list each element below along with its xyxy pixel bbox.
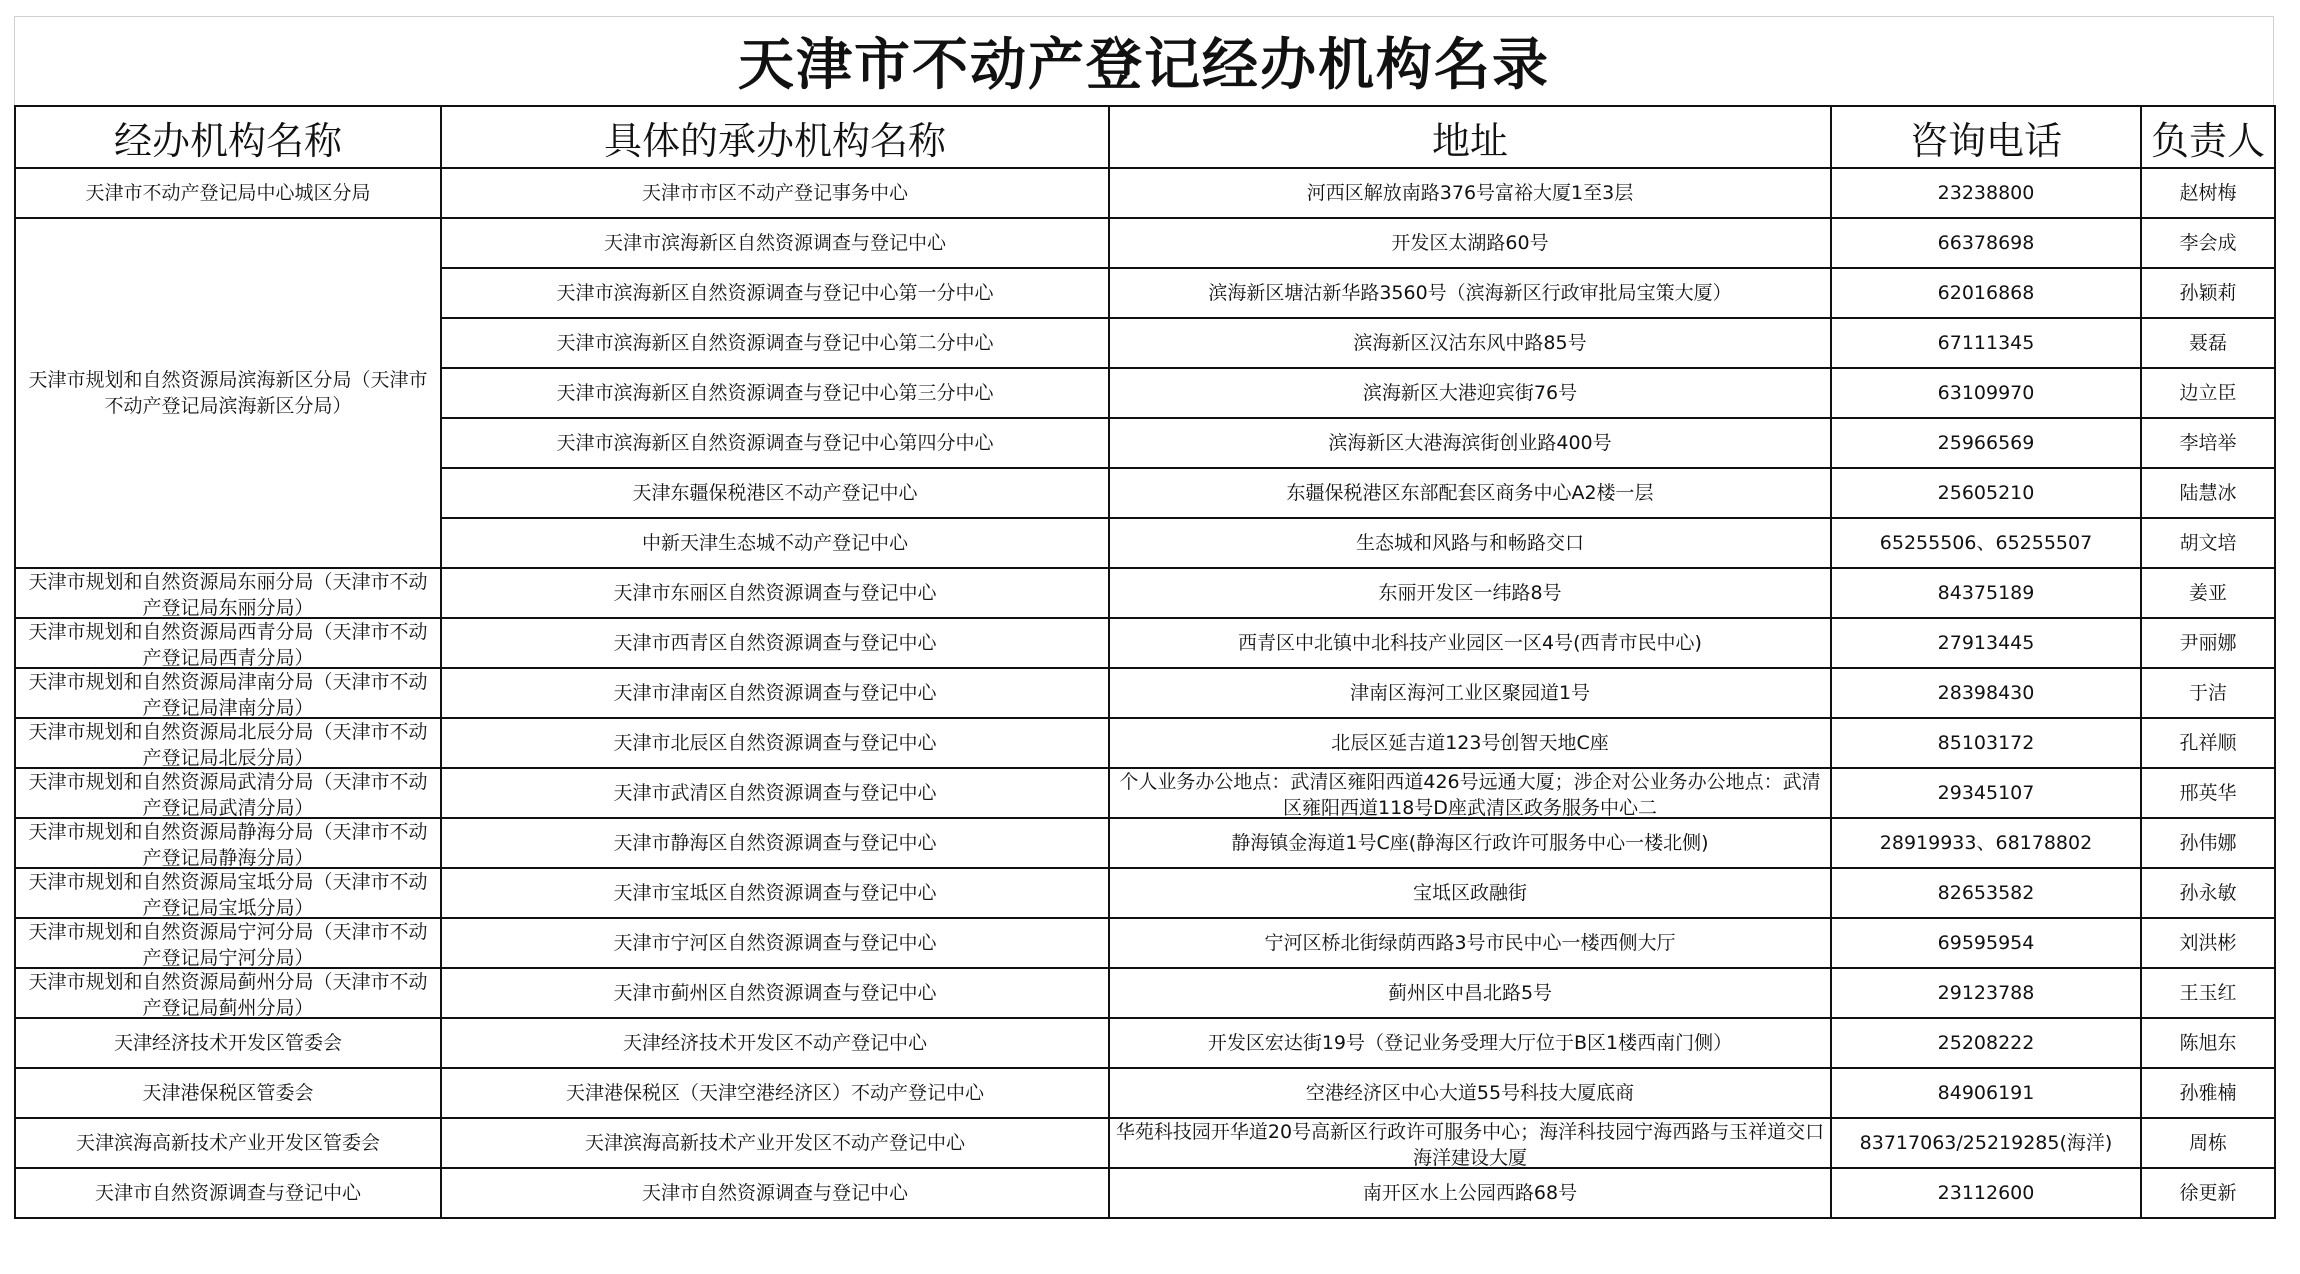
unit-cell: 天津经济技术开发区不动产登记中心 bbox=[441, 1018, 1109, 1068]
org-text: 天津市规划和自然资源局北辰分局（天津市不动产登记局北辰分局） bbox=[28, 721, 428, 767]
header-row bbox=[15, 106, 2275, 168]
phone-cell: 67111345 bbox=[1831, 318, 2141, 368]
org-cell: 天津经济技术开发区管委会 bbox=[15, 1018, 441, 1068]
address-cell: 滨海新区塘沽新华路3560号（滨海新区行政审批局宝策大厦） bbox=[1109, 268, 1831, 318]
org-cell bbox=[15, 718, 441, 768]
address-cell: 蓟州区中昌北路5号 bbox=[1109, 968, 1831, 1018]
table-row bbox=[15, 618, 2275, 668]
unit-cell: 天津东疆保税港区不动产登记中心 bbox=[441, 468, 1109, 518]
person-cell: 姜亚 bbox=[2141, 568, 2275, 618]
org-text: 天津市规划和自然资源局蓟州分局（天津市不动产登记局蓟州分局） bbox=[28, 971, 428, 1017]
table-row bbox=[15, 1118, 2275, 1168]
header-person: 负责人 bbox=[2141, 106, 2275, 168]
org-cell: 天津市不动产登记局中心城区分局 bbox=[15, 168, 441, 218]
header-unit: 具体的承办机构名称 bbox=[441, 106, 1109, 168]
person-cell: 孙颖莉 bbox=[2141, 268, 2275, 318]
address-cell: 生态城和风路与和畅路交口 bbox=[1109, 518, 1831, 568]
table-row bbox=[15, 968, 2275, 1018]
org-cell bbox=[15, 668, 441, 718]
person-cell: 边立臣 bbox=[2141, 368, 2275, 418]
unit-cell: 天津市滨海新区自然资源调查与登记中心 bbox=[441, 218, 1109, 268]
table-row bbox=[15, 718, 2275, 768]
spreadsheet bbox=[14, 16, 2274, 1219]
table-row bbox=[15, 668, 2275, 718]
header-phone: 咨询电话 bbox=[1831, 106, 2141, 168]
unit-cell: 天津市蓟州区自然资源调查与登记中心 bbox=[441, 968, 1109, 1018]
address-cell: 滨海新区大港迎宾街76号 bbox=[1109, 368, 1831, 418]
person-cell: 于洁 bbox=[2141, 668, 2275, 718]
org-cell bbox=[15, 768, 441, 818]
org-text: 天津市规划和自然资源局津南分局（天津市不动产登记局津南分局） bbox=[28, 671, 428, 717]
address-cell: 东丽开发区一纬路8号 bbox=[1109, 568, 1831, 618]
sheet-title: 天津市不动产登记经办机构名录 bbox=[14, 16, 2274, 105]
unit-cell: 天津市滨海新区自然资源调查与登记中心第三分中心 bbox=[441, 368, 1109, 418]
unit-cell: 天津市滨海新区自然资源调查与登记中心第四分中心 bbox=[441, 418, 1109, 468]
address-cell: 滨海新区汉沽东风中路85号 bbox=[1109, 318, 1831, 368]
table-row bbox=[15, 168, 2275, 218]
address-cell: 宝坻区政融街 bbox=[1109, 868, 1831, 918]
address-cell: 宁河区桥北街绿荫西路3号市民中心一楼西侧大厅 bbox=[1109, 918, 1831, 968]
unit-cell: 天津市北辰区自然资源调查与登记中心 bbox=[441, 718, 1109, 768]
phone-cell: 29345107 bbox=[1831, 768, 2141, 818]
phone-cell: 83717063/25219285(海洋) bbox=[1831, 1118, 2141, 1168]
org-text: 天津市规划和自然资源局宁河分局（天津市不动产登记局宁河分局） bbox=[28, 921, 428, 967]
unit-cell: 天津市静海区自然资源调查与登记中心 bbox=[441, 818, 1109, 868]
unit-cell: 天津市滨海新区自然资源调查与登记中心第二分中心 bbox=[441, 318, 1109, 368]
address-cell: 东疆保税港区东部配套区商务中心A2楼一层 bbox=[1109, 468, 1831, 518]
person-cell: 尹丽娜 bbox=[2141, 618, 2275, 668]
unit-cell: 天津市市区不动产登记事务中心 bbox=[441, 168, 1109, 218]
unit-cell: 天津市武清区自然资源调查与登记中心 bbox=[441, 768, 1109, 818]
org-text: 天津市规划和自然资源局武清分局（天津市不动产登记局武清分局） bbox=[28, 771, 428, 817]
phone-cell: 82653582 bbox=[1831, 868, 2141, 918]
header-org: 经办机构名称 bbox=[15, 106, 441, 168]
address-cell: 津南区海河工业区聚园道1号 bbox=[1109, 668, 1831, 718]
phone-cell: 23112600 bbox=[1831, 1168, 2141, 1218]
person-cell: 孙雅楠 bbox=[2141, 1068, 2275, 1118]
person-cell: 赵树梅 bbox=[2141, 168, 2275, 218]
unit-cell: 天津市滨海新区自然资源调查与登记中心第一分中心 bbox=[441, 268, 1109, 318]
phone-cell: 29123788 bbox=[1831, 968, 2141, 1018]
unit-cell: 天津市宁河区自然资源调查与登记中心 bbox=[441, 918, 1109, 968]
org-cell bbox=[15, 818, 441, 868]
person-cell: 邢英华 bbox=[2141, 768, 2275, 818]
org-cell bbox=[15, 568, 441, 618]
phone-cell: 28398430 bbox=[1831, 668, 2141, 718]
phone-cell: 62016868 bbox=[1831, 268, 2141, 318]
directory-table bbox=[14, 105, 2276, 1219]
person-cell: 王玉红 bbox=[2141, 968, 2275, 1018]
org-cell: 天津滨海高新技术产业开发区管委会 bbox=[15, 1118, 441, 1168]
address-cell: 南开区水上公园西路68号 bbox=[1109, 1168, 1831, 1218]
org-cell-merged: 天津市规划和自然资源局滨海新区分局（天津市不动产登记局滨海新区分局） bbox=[15, 218, 441, 568]
org-text: 天津市规划和自然资源局静海分局（天津市不动产登记局静海分局） bbox=[28, 821, 428, 867]
address-cell: 河西区解放南路376号富裕大厦1至3层 bbox=[1109, 168, 1831, 218]
org-text: 天津市规划和自然资源局东丽分局（天津市不动产登记局东丽分局） bbox=[28, 571, 428, 617]
address-cell: 静海镇金海道1号C座(静海区行政许可服务中心一楼北侧) bbox=[1109, 818, 1831, 868]
table-row bbox=[15, 568, 2275, 618]
address-cell: 北辰区延吉道123号创智天地C座 bbox=[1109, 718, 1831, 768]
address-text: 华苑科技园开华道20号高新区行政许可服务中心；海洋科技园宁海西路与玉祥道交口海洋建设大厦 bbox=[1115, 1121, 1825, 1167]
org-cell bbox=[15, 618, 441, 668]
phone-cell: 27913445 bbox=[1831, 618, 2141, 668]
address-cell: 空港经济区中心大道55号科技大厦底商 bbox=[1109, 1068, 1831, 1118]
table-row bbox=[15, 1068, 2275, 1118]
phone-cell: 84906191 bbox=[1831, 1068, 2141, 1118]
address-cell: 开发区宏达街19号（登记业务受理大厅位于B区1楼西南门侧） bbox=[1109, 1018, 1831, 1068]
org-cell: 天津市自然资源调查与登记中心 bbox=[15, 1168, 441, 1218]
table-row bbox=[15, 1168, 2275, 1218]
person-cell: 孙永敏 bbox=[2141, 868, 2275, 918]
table-row bbox=[15, 768, 2275, 818]
phone-cell: 28919933、68178802 bbox=[1831, 818, 2141, 868]
person-cell: 孙伟娜 bbox=[2141, 818, 2275, 868]
person-cell: 聂磊 bbox=[2141, 318, 2275, 368]
unit-cell: 天津滨海高新技术产业开发区不动产登记中心 bbox=[441, 1118, 1109, 1168]
person-cell: 徐更新 bbox=[2141, 1168, 2275, 1218]
phone-cell: 25208222 bbox=[1831, 1018, 2141, 1068]
table-row bbox=[15, 868, 2275, 918]
person-cell: 刘洪彬 bbox=[2141, 918, 2275, 968]
unit-cell: 天津市自然资源调查与登记中心 bbox=[441, 1168, 1109, 1218]
org-cell bbox=[15, 868, 441, 918]
table-row bbox=[15, 218, 2275, 268]
person-cell: 孔祥顺 bbox=[2141, 718, 2275, 768]
org-cell bbox=[15, 918, 441, 968]
phone-cell: 66378698 bbox=[1831, 218, 2141, 268]
address-cell: 西青区中北镇中北科技产业园区一区4号(西青市民中心) bbox=[1109, 618, 1831, 668]
person-cell: 陆慧冰 bbox=[2141, 468, 2275, 518]
person-cell: 胡文培 bbox=[2141, 518, 2275, 568]
unit-cell: 天津市宝坻区自然资源调查与登记中心 bbox=[441, 868, 1109, 918]
person-cell: 陈旭东 bbox=[2141, 1018, 2275, 1068]
org-text: 天津市规划和自然资源局宝坻分局（天津市不动产登记局宝坻分局） bbox=[28, 871, 428, 917]
table-row bbox=[15, 918, 2275, 968]
person-cell: 周栋 bbox=[2141, 1118, 2275, 1168]
phone-cell: 65255506、65255507 bbox=[1831, 518, 2141, 568]
phone-cell: 69595954 bbox=[1831, 918, 2141, 968]
table-row bbox=[15, 1018, 2275, 1068]
org-cell bbox=[15, 968, 441, 1018]
org-text: 天津市规划和自然资源局西青分局（天津市不动产登记局西青分局） bbox=[28, 621, 428, 667]
phone-cell: 85103172 bbox=[1831, 718, 2141, 768]
phone-cell: 63109970 bbox=[1831, 368, 2141, 418]
unit-cell: 天津市津南区自然资源调查与登记中心 bbox=[441, 668, 1109, 718]
phone-cell: 23238800 bbox=[1831, 168, 2141, 218]
phone-cell: 25605210 bbox=[1831, 468, 2141, 518]
address-cell bbox=[1109, 768, 1831, 818]
unit-cell: 天津市东丽区自然资源调查与登记中心 bbox=[441, 568, 1109, 618]
phone-cell: 25966569 bbox=[1831, 418, 2141, 468]
address-cell: 滨海新区大港海滨街创业路400号 bbox=[1109, 418, 1831, 468]
address-text: 个人业务办公地点：武清区雍阳西道426号远通大厦；涉企对公业务办公地点：武清区雍阳西道118号D座武清区政务服务中心二 bbox=[1119, 771, 1821, 817]
table-row bbox=[15, 818, 2275, 868]
unit-cell: 天津市西青区自然资源调查与登记中心 bbox=[441, 618, 1109, 668]
header-address: 地址 bbox=[1109, 106, 1831, 168]
unit-cell: 中新天津生态城不动产登记中心 bbox=[441, 518, 1109, 568]
phone-cell: 84375189 bbox=[1831, 568, 2141, 618]
person-cell: 李培举 bbox=[2141, 418, 2275, 468]
unit-cell: 天津港保税区（天津空港经济区）不动产登记中心 bbox=[441, 1068, 1109, 1118]
person-cell: 李会成 bbox=[2141, 218, 2275, 268]
address-cell: 开发区太湖路60号 bbox=[1109, 218, 1831, 268]
address-cell bbox=[1109, 1118, 1831, 1168]
org-cell: 天津港保税区管委会 bbox=[15, 1068, 441, 1118]
